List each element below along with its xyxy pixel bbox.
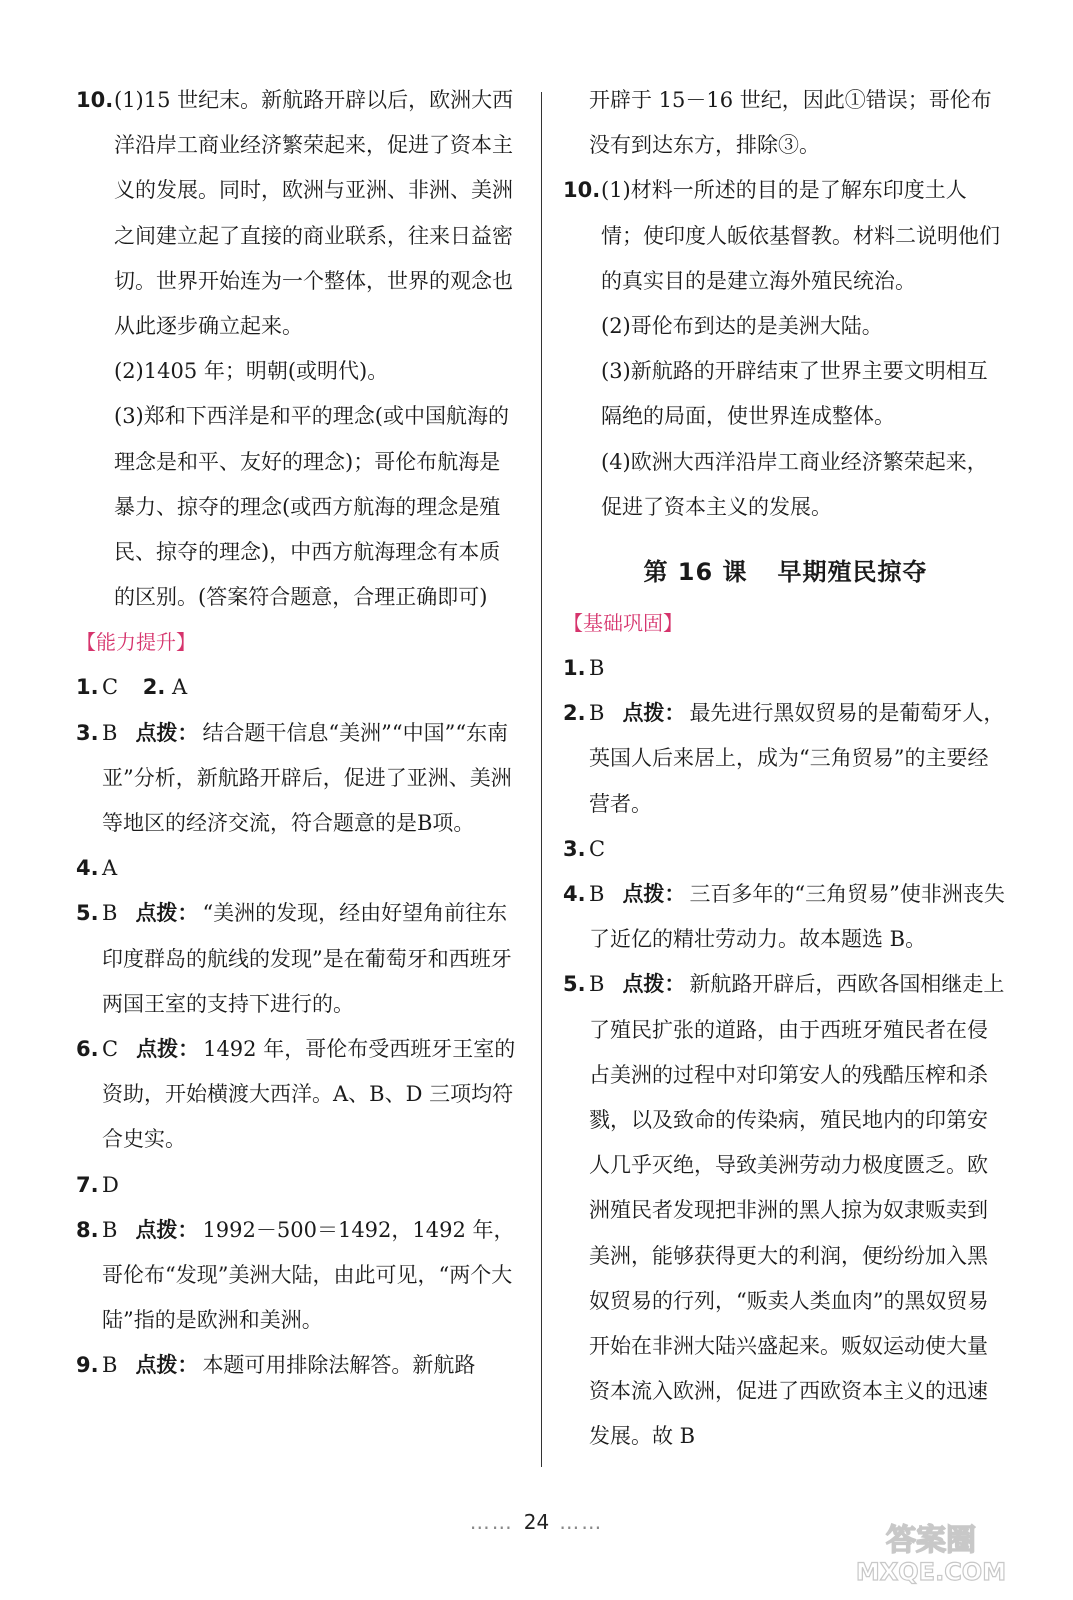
answer-6 — [76, 1027, 521, 1163]
section-tag-basic: 【基础巩固】 — [563, 611, 683, 636]
answer-choice: B — [102, 1217, 118, 1242]
answer-choice: B — [102, 1353, 118, 1378]
hint-label: 点拨： — [135, 720, 199, 745]
answer-choice: B — [589, 972, 605, 997]
answer-2 — [563, 691, 1008, 827]
answer-text: (1)材料一所述的目的是了解东印度土人情；使印度人皈依基督教。材料二说明他们的真实目的是建立海外殖民统治。 — [601, 178, 1000, 293]
answer-number: 7. — [76, 1172, 99, 1197]
page-number: 24 — [523, 1510, 550, 1534]
answer-choice: B — [589, 882, 605, 907]
answer-choice: B — [589, 656, 605, 681]
left-column — [76, 78, 521, 1389]
answer-number: 5. — [76, 901, 99, 926]
answer-text: (2)哥伦布到达的是美洲大陆。 — [601, 314, 883, 339]
hint-text: “美洲的发现，经由好望角前往东印度群岛的航线的发现”是在葡萄牙和西班牙两国王室的支持下进行的。 — [102, 901, 512, 1016]
answer-8 — [76, 1208, 521, 1344]
answer-1-2 — [76, 665, 521, 710]
answer-7 — [76, 1163, 521, 1208]
answer-text: (1)15 世纪末。新航路开辟以后，欧洲大西洋沿岸工商业经济繁荣起来，促进了资本主义的发展。同时，欧洲与亚洲、非洲、美洲之间建立起了直接的商业联系，往来日益密切。世界开始连为一个整体，世界的观念也从此逐步确立起来。 — [114, 88, 514, 339]
section-tag-ability: 【能力提升】 — [76, 630, 196, 655]
answer-9 — [76, 1343, 521, 1388]
hint-label: 点拨： — [135, 1353, 199, 1378]
answer-number: 3. — [76, 720, 99, 745]
hint-text: 三百多年的“三角贸易”使非洲丧失了近亿的精壮劳动力。故本题选 B。 — [589, 882, 1005, 952]
answer-4 — [563, 872, 1008, 962]
answer-number: 5. — [563, 972, 586, 997]
right-column — [563, 78, 1008, 1460]
hint-text: 结合题干信息“美洲”“中国”“东南亚”分析，新航路开辟后，促进了亚洲、美洲等地区的经济交流，符合题意的是B项。 — [102, 720, 512, 836]
answer-number: 10. — [76, 88, 114, 112]
answer-4 — [76, 846, 521, 891]
answer-number: 9. — [76, 1353, 99, 1378]
answer-number: 6. — [76, 1037, 99, 1062]
answer-choice: A — [172, 675, 188, 700]
answer-text: (4)欧洲大西洋沿岸工商业经济繁荣起来，促进了资本主义的发展。 — [601, 449, 988, 519]
answer-choice: B — [102, 901, 118, 926]
lesson-number: 第 16 课 — [643, 558, 748, 587]
answer-5 — [76, 891, 521, 1027]
answer-text: (3)郑和下西洋是和平的理念(或中国航海的理念是和平、友好的理念)；哥伦布航海是暴力、掠夺的理念(或西方航海的理念是殖民、掠夺的理念)，中西方航海理念有本质的区别。(答案符合题意，合理正确即可) — [114, 404, 509, 610]
hint-text: 本题可用排除法解答。新航路 — [202, 1353, 476, 1378]
hint-text: 新航路开辟后，西欧各国相继走上了殖民扩张的道路，由于西班牙殖民者在侵占美洲的过程中对印第安人的残酷压榨和杀戮，以及致命的传染病，殖民地内的印第安人几乎灭绝，导致美洲劳动力极度匮乏。欧洲殖民者发现把非洲的黑人掠为奴隶贩卖到美洲，能够获得更大的利润，便纷纷加入黑奴贸易的行列，“贩卖人类血肉”的黑奴贸易开始在非洲大陆兴盛起来。贩奴运动使大量资本流入欧洲，促进了西欧资本主义的迅速发展。故 B — [589, 972, 1005, 1449]
watermark-title: 答案圈 — [886, 1523, 976, 1558]
hint-label: 点拨： — [622, 701, 686, 726]
answer-text: (3)新航路的开辟结束了世界主要文明相互隔绝的局面，使世界连成整体。 — [601, 359, 988, 429]
answer-number: 1. — [76, 675, 99, 700]
answer-continuation: 开辟于 15－16 世纪，因此①错误；哥伦布没有到达东方，排除③。 — [589, 88, 992, 158]
answer-number: 2. — [563, 701, 586, 726]
watermark-logo — [811, 1518, 1051, 1588]
answer-10 — [563, 168, 1008, 304]
answer-choice: C — [102, 675, 119, 700]
answer-1 — [563, 646, 1008, 691]
answer-3 — [76, 711, 521, 847]
hint-label: 点拨： — [135, 901, 199, 926]
hint-label: 点拨： — [136, 1037, 200, 1062]
hint-text: 1992－500＝1492，1492 年，哥伦布“发现”美洲大陆，由此可见，“两个大陆”指的是欧洲和美洲。 — [102, 1217, 515, 1333]
answer-3 — [563, 827, 1008, 872]
answer-number: 2. — [142, 675, 166, 700]
answer-choice: C — [589, 836, 606, 861]
answer-number: 3. — [563, 836, 586, 861]
answer-5 — [563, 962, 1008, 1459]
hint-text: 1492 年，哥伦布受西班牙王室的资助，开始横渡大西洋。A、B、D 三项均符合史实。 — [102, 1037, 516, 1152]
lesson-title: 早期殖民掠夺 — [777, 558, 928, 587]
answer-number: 1. — [563, 656, 586, 681]
answer-number: 8. — [76, 1217, 99, 1242]
footer-dots-right: …… — [559, 1510, 604, 1534]
footer-dots-left: …… — [469, 1510, 514, 1534]
answer-choice: C — [102, 1037, 119, 1062]
answer-10 — [76, 78, 521, 349]
answer-number: 4. — [563, 882, 586, 907]
answer-number: 10. — [563, 178, 601, 203]
answer-number: 4. — [76, 856, 99, 881]
answer-choice: A — [102, 856, 118, 881]
answer-choice: D — [102, 1172, 119, 1197]
hint-label: 点拨： — [622, 882, 686, 907]
answer-choice: B — [102, 720, 118, 745]
lesson-heading — [563, 552, 1008, 587]
answer-text: (2)1405 年；明朝(或明代)。 — [114, 359, 389, 384]
hint-text: 最先进行黑奴贸易的是葡萄牙人，英国人后来居上，成为“三角贸易”的主要经营者。 — [589, 701, 1005, 816]
hint-label: 点拨： — [622, 972, 686, 997]
hint-label: 点拨： — [135, 1217, 199, 1242]
answer-choice: B — [589, 701, 605, 726]
watermark-url: MXQE.COM — [855, 1558, 1007, 1586]
column-divider — [541, 92, 542, 1467]
